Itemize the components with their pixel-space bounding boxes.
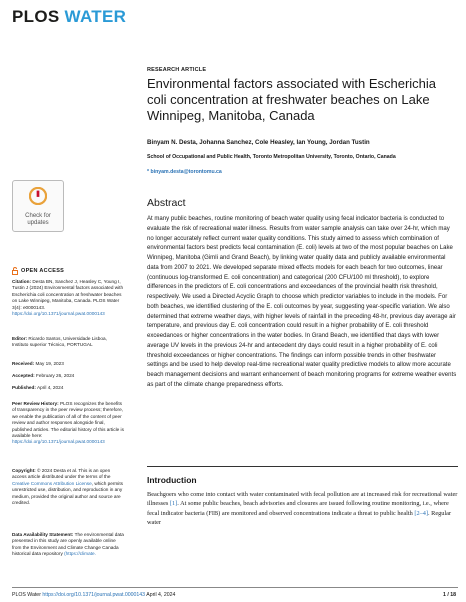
journal-name-part2: WATER: [64, 7, 127, 26]
citation-ref-1[interactable]: [1]: [169, 500, 178, 508]
data-availability-text: The environmental data presented in this study are openly available online from the Environment and Climate Change Canada historical data repository: [12, 532, 124, 557]
open-access-text: OPEN ACCESS: [21, 268, 65, 274]
citation-block: [12, 279, 124, 317]
published-block: [12, 385, 124, 391]
footer-journal: PLOS Water: [12, 592, 41, 598]
published-label: Published:: [12, 385, 36, 390]
check-updates-icon: [29, 187, 47, 205]
data-availability-label: Data Availability Statement:: [12, 532, 74, 537]
data-availability-block: [12, 532, 124, 558]
editor-block: [12, 336, 124, 349]
footer-divider: [12, 587, 458, 588]
affiliation: School of Occupational and Public Health, Toronto Metropolitan University, Toronto, Ontario, Canada: [147, 154, 396, 160]
copyright-label: Copyright:: [12, 468, 36, 473]
citation-label: Citation:: [12, 279, 32, 284]
journal-name-part1: PLOS: [12, 7, 60, 26]
citation-text: Desta BN, Sanchez J, Heasley C, Young I, Tustin J (2024) Environmental factors associated with Escherichia coli concentration at freshwater beaches on Lake Winnipeg, Manitoba, Canada. PLOS Water 3(4): e0000143.: [12, 279, 124, 310]
introduction-heading: Introduction: [147, 475, 197, 485]
copyright-text2: , which permits unrestricted use, distribution, and reproduction in any medium, provided the original author and source are credited.: [12, 480, 123, 506]
corresponding-email[interactable]: * binyam.desta@torontomu.ca: [147, 169, 222, 175]
section-divider: [147, 466, 458, 467]
intro-text-part3: . Regular water: [147, 509, 452, 526]
accepted-block: [12, 373, 124, 379]
footer-doi-link[interactable]: https://doi.org/10.1371/journal.pwat.0000143: [42, 592, 146, 598]
article-title: Environmental factors associated with Escherichia coli concentration at freshwater beaches on Lake Winnipeg, Manitoba, Canada: [147, 76, 437, 123]
accepted-label: Accepted:: [12, 373, 35, 378]
author-list: Binyam N. Desta, Johanna Sanchez, Cole Heasley, Ian Young, Jordan Tustin: [147, 139, 370, 146]
footer-date: April 4, 2024: [146, 592, 176, 598]
received-label: Received:: [12, 361, 35, 366]
editor-text: Ricardo Santos, Universidade Lisboa, Instituto superior Técnico, PORTUGAL: [12, 336, 107, 348]
received-date: May 19, 2023: [35, 361, 64, 366]
introduction-body: [147, 490, 458, 527]
published-date: April 4, 2024: [37, 385, 64, 390]
peer-review-text: PLOS recognizes the benefits of transparency in the peer review process; therefore, we enable the publication of all of the content of peer review and author responses alongside final, published articles. The editorial history of this article is available here:: [12, 401, 124, 439]
peer-review-label: Peer Review History:: [12, 401, 59, 406]
check-for-updates-badge[interactable]: [12, 180, 64, 232]
peer-review-block: [12, 401, 124, 446]
received-block: [12, 361, 124, 367]
license-link[interactable]: Creative Commons Attribution License: [12, 480, 92, 486]
footer-citation: [12, 592, 175, 598]
abstract-heading: Abstract: [147, 197, 186, 209]
introduction-paragraph: [147, 490, 458, 527]
check-updates-line2: updates: [27, 220, 49, 226]
citation-link[interactable]: https://doi.org/10.1371/journal.pwat.0000143: [12, 311, 105, 317]
intro-text-part1: Beachgoers who come into contact with water contaminated with fecal pollution are at increased risk for recreational water illnesses: [147, 491, 458, 508]
page-number: 1 / 18: [443, 592, 456, 598]
data-availability-link[interactable]: (https://climate.: [64, 551, 96, 557]
intro-text-part2: . At some public beaches, beach advisories and closures are issued following routine monitoring, i.e., where fecal indicator bacteria (FIB) are monitored and observed concentrations indicate a threat to public health: [147, 500, 449, 517]
copyright-text1: © 2024 Desta et al. This is an open access article distributed under the terms of the: [12, 468, 111, 480]
open-lock-icon: [12, 267, 18, 275]
journal-logo: [12, 7, 126, 27]
email-link[interactable]: binyam.desta@torontomu.ca: [150, 169, 222, 175]
check-updates-line1: Check for: [25, 213, 51, 219]
open-access-label: [12, 267, 64, 275]
copyright-block: [12, 468, 124, 506]
peer-review-link[interactable]: https://doi.org/10.1371/journal.pwat.0000143: [12, 439, 105, 445]
editor-label: Editor:: [12, 336, 28, 341]
citation-ref-2-4[interactable]: [2–4]: [414, 509, 428, 517]
abstract-body: [147, 215, 458, 391]
abstract-paragraph: At many public beaches, routine monitoring of beach water quality using fecal indicator bacteria is conducted to evaluate the risk of recreational water illness. Results from water sample analysis can take over 24-hr, which may no longer accurately reflect current water quality conditions. This study aimed to assess which combination of environmental factors best predicts fecal contamination (E. coli) levels at two of the most popular beaches on Lake Winnipeg, Manitoba (Gimli and Grand Beach), by linking water quality data and publicly available environmental data from 2007 to 2021. We developed separate mixed effects models for each beach for two outcomes, linear (continuous log-transformed E. coli concentration) and categorical (200 CFU/100 ml threshold), to explore differences in the predictors of E. coli concentrations and exceedances of the provincial health risk threshold, respectively. We used a Directed Acyclic Graph to choose which predictor variables to include in the models. For both beaches, we identified clustering of the E. coli outcomes by year, suggesting year-specific variation. We also determined that extreme weather days, with higher levels of rainfall in the preceding 48-hr, previous day average air temperature, and previous day E. coli concentration could result in a higher probability of E. coli threshold exceedances or higher concentrations in the water bodies. In Grand Beach, we identified that days with lower average UV levels in the previous 24-hr and antecedent dry days could result in a higher probability of E. coli threshold exceedances or higher concentrations. The findings can inform possible trends in other freshwater settings and be used to help develop real-time recreational water quality predictive models to allow more accurate beach management decisions and warrant enhancement of beach monitoring programs for extreme weather events as part of the climate change preparedness efforts.: [147, 216, 457, 388]
article-type: RESEARCH ARTICLE: [147, 67, 207, 73]
accepted-date: February 26, 2024: [35, 373, 75, 378]
